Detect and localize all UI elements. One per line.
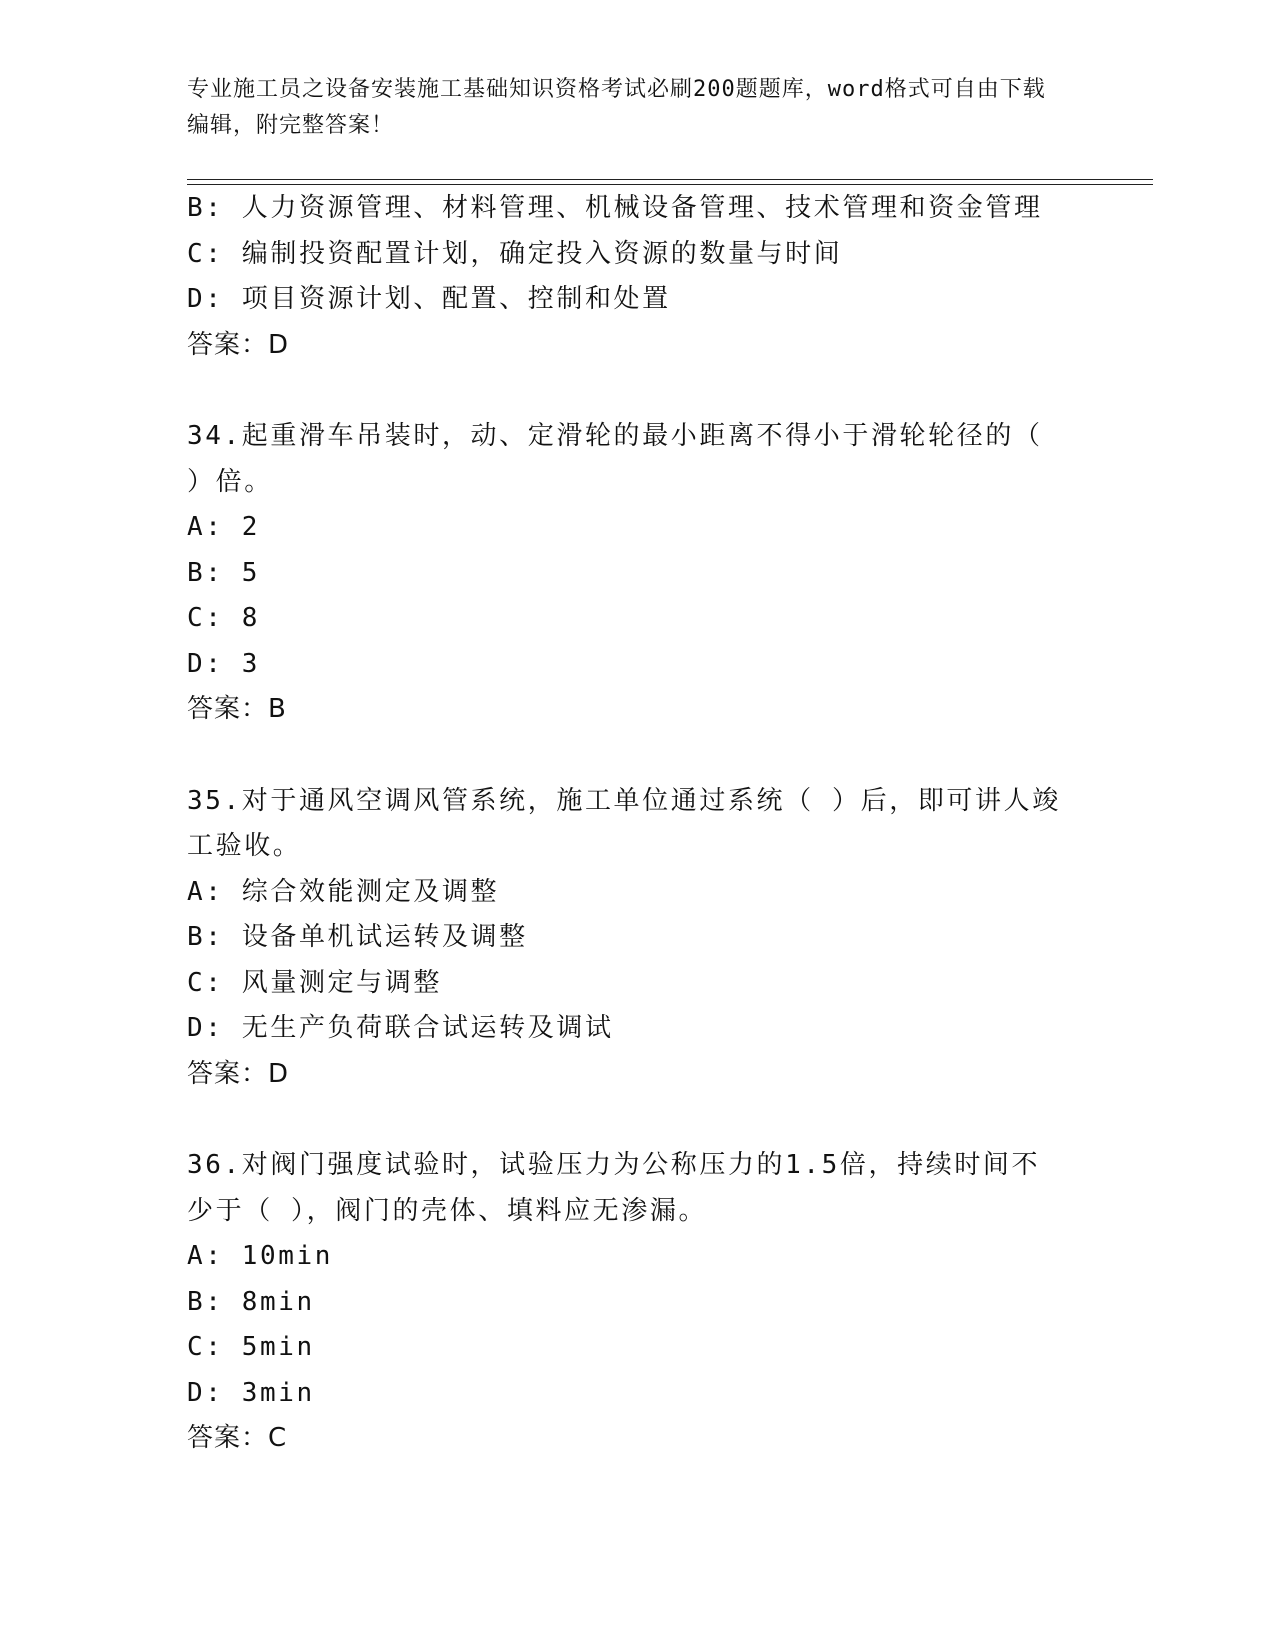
answer-line: 答案：B <box>187 694 287 724</box>
option-b: B: 设备单机试运转及调整 <box>187 922 528 952</box>
answer-line: 答案：D <box>187 329 290 360</box>
option-c: C: 5min <box>187 1332 315 1362</box>
question-block-prev <box>187 186 1087 368</box>
option-c: C: 编制投资配置计划，确定投入资源的数量与时间 <box>187 238 843 269</box>
spacer <box>187 733 1087 779</box>
spacer <box>187 1097 1087 1143</box>
option-d: D: 项目资源计划、配置、控制和处置 <box>187 284 671 314</box>
answer-line: 答案：D <box>187 1058 290 1089</box>
question-block-36 <box>187 1143 1087 1462</box>
option-c: C: 风量测定与调整 <box>187 967 442 998</box>
spacer <box>187 368 1087 414</box>
option-a: A: 2 <box>187 512 261 542</box>
option-b: B: 人力资源管理、材料管理、机械设备管理、技术管理和资金管理 <box>187 193 1043 223</box>
question-text: 36.对阀门强度试验时，试验压力为公称压力的1.5倍，持续时间不少于（ ），阀门的壳体、填料应无渗漏。 <box>187 1150 1041 1226</box>
header-divider-bottom <box>187 184 1153 185</box>
option-a: A: 综合效能测定及调整 <box>187 876 500 907</box>
question-text: 34.起重滑车吊装时，动、定滑轮的最小距离不得小于滑轮轮径的（ ）倍。 <box>187 421 1043 497</box>
option-d: D: 3 <box>187 648 261 679</box>
option-c: C: 8 <box>187 603 261 633</box>
option-b: B: 8min <box>187 1286 315 1317</box>
answer-line: 答案：C <box>187 1423 288 1453</box>
option-d: D: 无生产负荷联合试运转及调试 <box>187 1013 614 1043</box>
option-d: D: 3min <box>187 1377 315 1408</box>
option-b: B: 5 <box>187 557 261 588</box>
question-block-35 <box>187 779 1087 1098</box>
question-content <box>187 186 1087 1462</box>
question-text: 35.对于通风空调风管系统，施工单位通过系统（ ）后，即可讲人竣工验收。 <box>187 785 1061 861</box>
question-block-34 <box>187 414 1087 733</box>
document-header: 专业施工员之设备安装施工基础知识资格考试必刷200题题库，word格式可自由下载编辑，附完整答案！ <box>187 77 1046 138</box>
option-a: A: 10min <box>187 1241 334 1271</box>
header-divider-top <box>187 179 1153 180</box>
